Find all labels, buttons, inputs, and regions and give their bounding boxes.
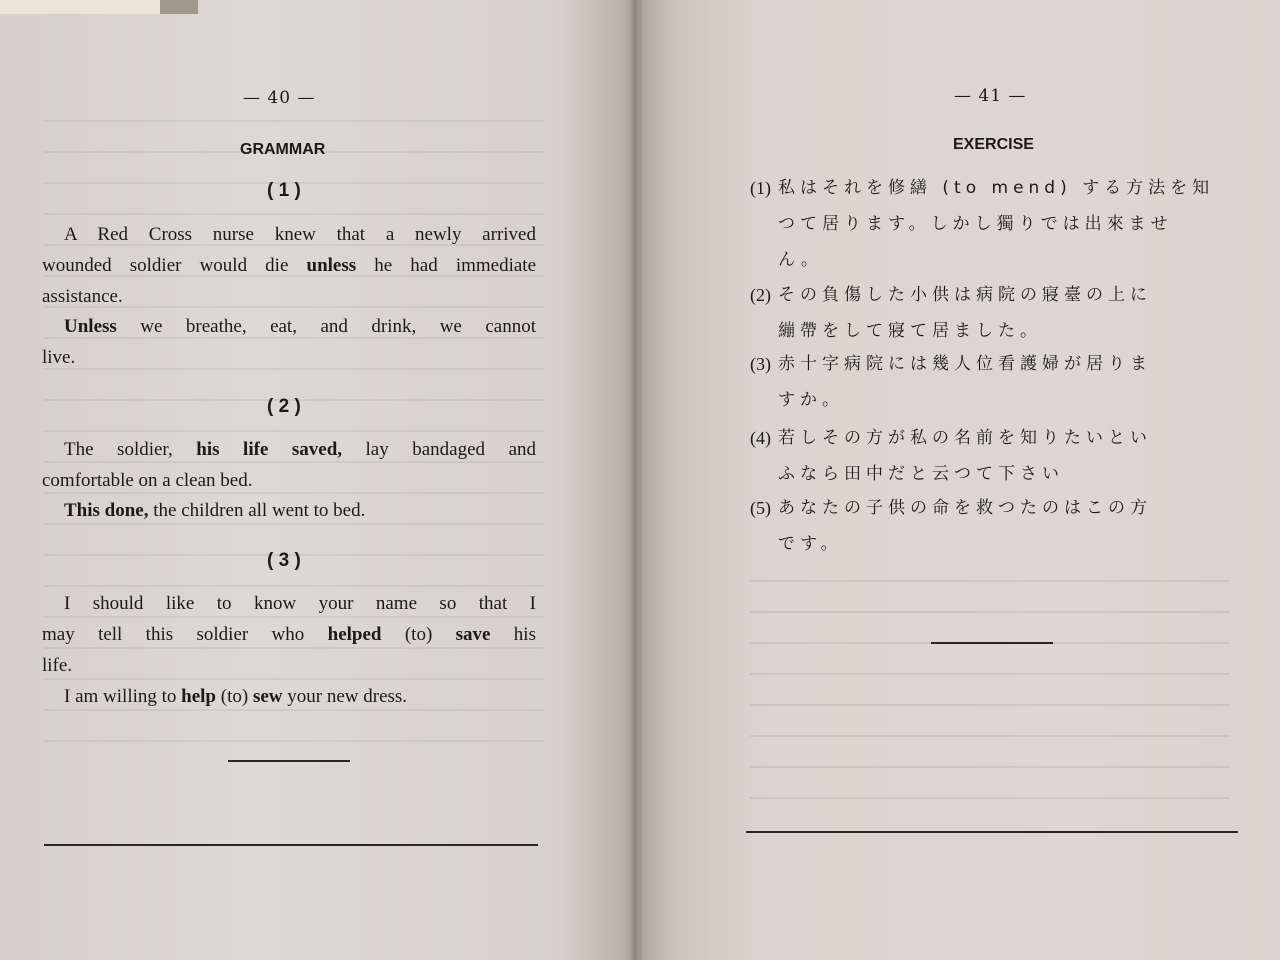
text-run: he had immediate	[356, 255, 537, 276]
emphasized-text: his life saved,	[196, 439, 343, 460]
grammar-heading: GRAMMAR	[240, 141, 326, 158]
text-run: comfortable on a clean bed.	[42, 470, 253, 491]
text-run: may tell this soldier who	[42, 624, 328, 645]
exercise-text	[778, 277, 1232, 349]
emphasized-text: sew	[252, 686, 283, 707]
emphasized-text: save	[455, 624, 491, 645]
exercise-text	[778, 346, 1232, 418]
show-through-texture-right	[750, 580, 1230, 820]
exercise-text-line: ん。	[778, 250, 824, 270]
exercise-text-line: ふなら田中だと云つて下さい	[778, 464, 1064, 484]
text-line	[42, 434, 536, 465]
text-run: assistance.	[42, 286, 123, 307]
exercise-text-line: 若しその方が私の名前を知りたいとい	[778, 428, 1152, 448]
text-line	[42, 650, 536, 681]
exercise-text-line: その負傷した小供は病院の寢臺の上に	[778, 285, 1152, 305]
text-run: The soldier,	[64, 439, 197, 460]
exercise-text-line: つて居ります。しかし獨りでは出來ませ	[778, 214, 1173, 234]
text-run: live.	[42, 347, 76, 368]
exercise-text	[778, 490, 1232, 562]
text-line	[42, 342, 536, 373]
text-line	[42, 681, 536, 712]
grammar-example-paragraph	[42, 311, 536, 373]
grammar-example-paragraph	[42, 495, 536, 526]
exercise-number: (2)	[750, 285, 771, 305]
corner-paper-scrap	[0, 0, 160, 14]
emphasized-text: Unless	[64, 316, 117, 337]
exercise-number: (1)	[750, 178, 771, 198]
text-line	[42, 311, 536, 342]
text-run: we breathe, eat, and drink, we cannot	[116, 316, 536, 337]
page-number-right: — 41 —	[954, 86, 1027, 106]
section-number: ( 1 )	[267, 180, 301, 201]
text-run: lay bandaged and	[342, 439, 537, 460]
text-run: life.	[42, 655, 73, 676]
emphasized-text: unless	[306, 255, 357, 276]
grammar-example-paragraph	[42, 434, 536, 496]
exercise-number: (4)	[750, 428, 771, 448]
text-run: wounded soldier would die	[42, 255, 307, 276]
exercise-text-line: 赤十字病院には幾人位看護婦が居りま	[778, 354, 1152, 374]
exercise-number: (5)	[750, 498, 771, 518]
exercise-text-line: 私はそれを修繕 (to mend) する方法を知	[778, 178, 1215, 198]
grammar-example-paragraph	[42, 588, 536, 681]
exercise-text-line: 繃帶をして寢て居ました。	[778, 321, 1042, 341]
emphasized-text: helped	[327, 624, 382, 645]
exercise-text	[778, 420, 1232, 492]
section-number: ( 3 )	[267, 550, 301, 571]
text-run: I should like to know your name so that I	[64, 593, 536, 614]
text-line	[42, 219, 536, 250]
grammar-example-paragraph	[42, 681, 536, 712]
text-run: (to)	[381, 624, 456, 645]
exercise-number: (3)	[750, 354, 771, 374]
text-line	[42, 465, 536, 496]
text-line	[42, 250, 536, 281]
exercise-text-line: です。	[778, 534, 843, 554]
page-number-left: — 40 —	[243, 88, 316, 108]
footer-rule-right	[746, 831, 1238, 833]
text-run: the children all went to bed.	[148, 500, 366, 521]
corner-paper-shadow	[160, 0, 198, 14]
book-spine	[628, 0, 642, 960]
text-run: your new dress.	[282, 686, 408, 707]
text-run: his	[490, 624, 536, 645]
emphasized-text: This done,	[64, 500, 149, 521]
footer-rule-left	[44, 844, 538, 846]
text-run: A Red Cross nurse knew that a newly arrived	[64, 224, 536, 245]
text-run: I am willing to	[64, 686, 182, 707]
text-run: (to)	[216, 686, 253, 707]
section-end-rule-right	[931, 642, 1053, 644]
exercise-text-line: すか。	[778, 390, 844, 410]
text-line	[42, 619, 536, 650]
section-number: ( 2 )	[267, 396, 301, 417]
exercise-text	[778, 170, 1232, 278]
emphasized-text: help	[181, 686, 217, 707]
exercise-text-line: あなたの子供の命を救つたのはこの方	[778, 498, 1152, 518]
text-line	[42, 281, 536, 312]
text-line	[42, 495, 536, 526]
section-end-rule-left	[228, 760, 350, 762]
text-line	[42, 588, 536, 619]
grammar-example-paragraph	[42, 219, 536, 312]
exercise-heading: EXERCISE	[953, 136, 1034, 153]
